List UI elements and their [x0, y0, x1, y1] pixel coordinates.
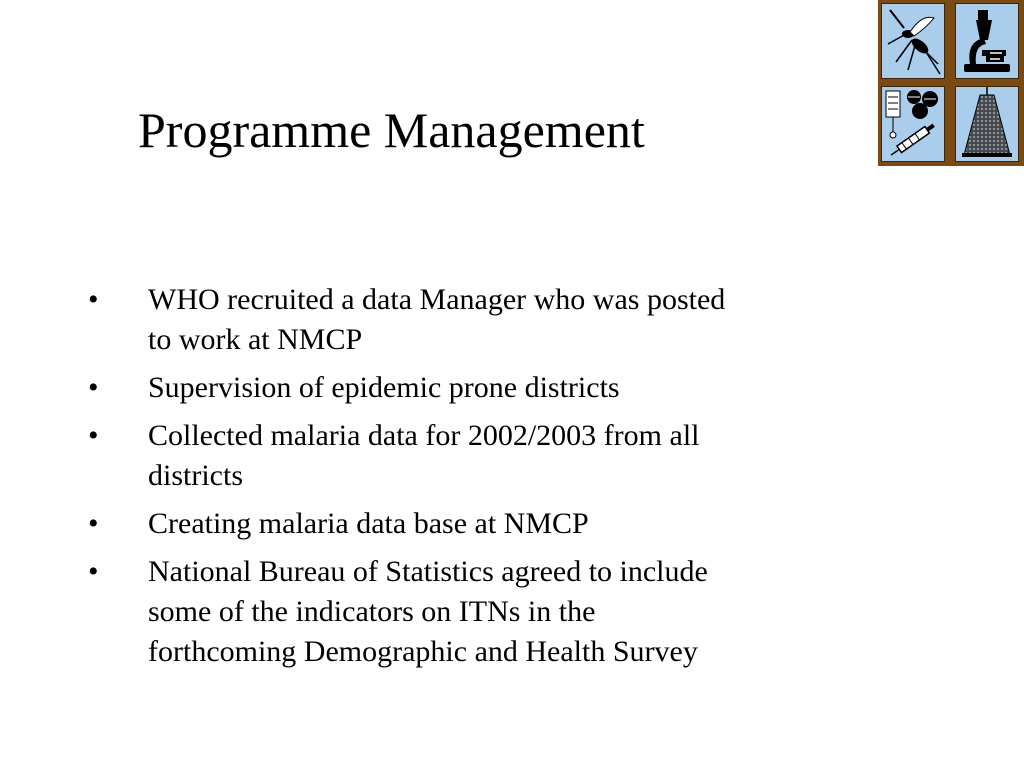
bullet-item	[88, 552, 928, 672]
bullet-item	[88, 416, 928, 496]
microscope-icon	[955, 3, 1019, 79]
slide-title: Programme Management	[138, 102, 645, 158]
bullet-line: some of the indicators on ITNs in the	[148, 595, 596, 628]
malaria-logo	[878, 0, 1024, 166]
bullet-line: Supervision of epidemic prone districts	[148, 371, 620, 404]
bullet-item	[88, 368, 928, 408]
bullet-line: Collected malaria data for 2002/2003 from all	[148, 419, 700, 452]
bullet-line: to work at NMCP	[148, 323, 363, 356]
bullet-line: districts	[148, 459, 243, 492]
bullet-line: National Bureau of Statistics agreed to include	[148, 555, 708, 588]
bullet-marker: •	[88, 507, 99, 540]
bullet-marker: •	[88, 555, 99, 588]
bullet-line: Creating malaria data base at NMCP	[148, 507, 589, 540]
bullet-marker: •	[88, 419, 99, 452]
bullet-item	[88, 504, 928, 544]
bullet-line: forthcoming Demographic and Health Survey	[148, 635, 698, 668]
bullet-item	[88, 280, 928, 360]
bullet-line: WHO recruited a data Manager who was posted	[148, 283, 726, 316]
mosquito-icon	[881, 3, 945, 79]
bullet-list	[88, 280, 928, 680]
bednet-icon	[955, 86, 1019, 162]
bullet-marker: •	[88, 283, 99, 316]
medicine-syringe-icon	[881, 86, 945, 162]
bullet-marker: •	[88, 371, 99, 404]
